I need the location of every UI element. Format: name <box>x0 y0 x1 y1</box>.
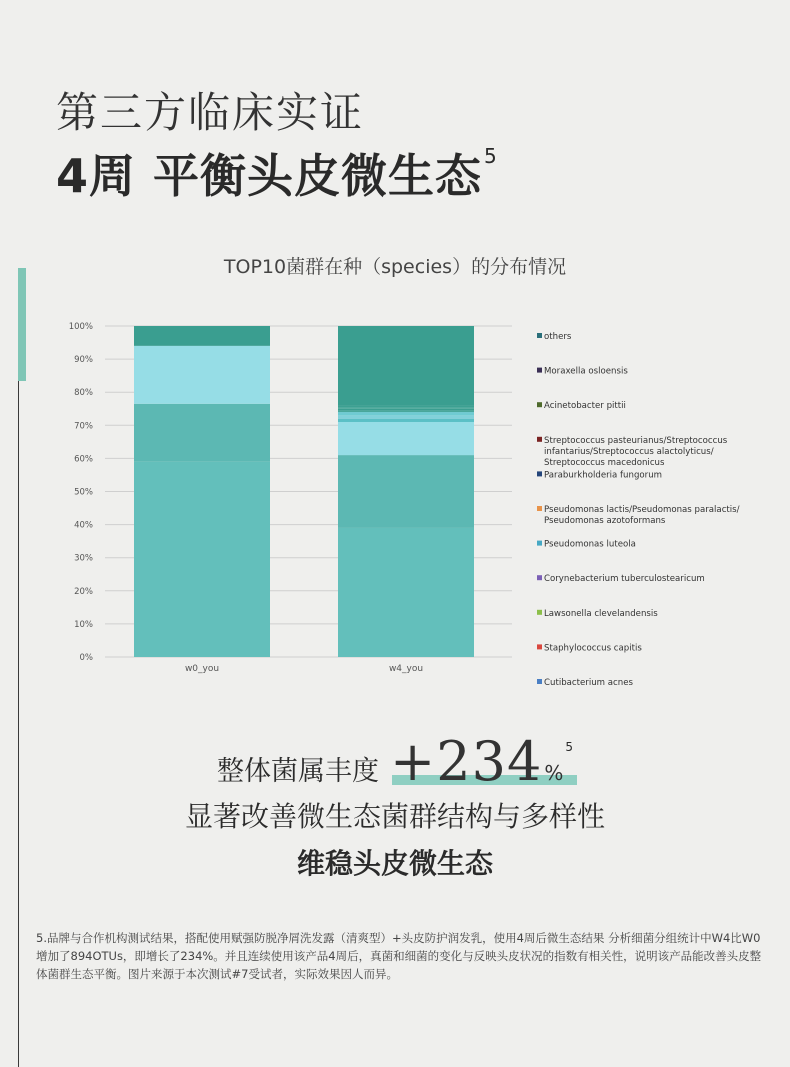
y-tick-label: 20% <box>74 586 93 597</box>
legend-marker <box>537 541 542 546</box>
bar-segment <box>338 412 474 415</box>
bar-segment <box>338 419 474 422</box>
chart-title: TOP10菌群在种（species）的分布情况 <box>223 256 567 278</box>
legend-marker <box>537 437 542 442</box>
legend-marker <box>537 679 542 684</box>
y-tick-label: 100% <box>68 322 93 332</box>
legend-marker <box>537 506 542 511</box>
bar-segment <box>338 528 474 657</box>
legend-label: Corynebacterium tuberculostearicum <box>544 574 705 585</box>
stat-footnote-ref: 5 <box>565 740 574 754</box>
legend-marker <box>537 610 542 615</box>
subheading-text: 4周 平衡头皮微生态 <box>56 149 483 203</box>
bar-segment <box>338 409 474 411</box>
bar-segment <box>338 326 474 405</box>
y-tick-label: 90% <box>74 355 93 366</box>
bar-segment <box>338 405 474 407</box>
y-tick-label: 60% <box>74 454 93 465</box>
legend-marker <box>537 644 542 649</box>
x-tick-label: w4_you <box>388 664 424 674</box>
bar-segment <box>134 326 270 346</box>
y-tick-label: 30% <box>74 553 93 564</box>
bar-segment <box>338 407 474 409</box>
legend-label: others <box>544 332 572 342</box>
legend-label: Pseudomonas lactis/Pseudomonas paralactis/ Pseudomonas azotoformans <box>544 505 740 526</box>
legend-label: Cutibacterium acnes <box>544 678 633 688</box>
legend-marker <box>537 333 542 338</box>
y-tick-label: 40% <box>74 520 93 531</box>
page-heading: 第三方临床实证 <box>56 88 365 137</box>
bar-segment <box>134 346 270 404</box>
subheading-footnote-ref: 5 <box>484 144 498 168</box>
footnote: 5.品牌与合作机构测试结果，搭配使用赋强防脱净屑洗发露（清爽型）+头皮防护润发乳，使用4周后微生态结果 分析细菌分组统计中W4比W0增加了894OTUs，即增长了234%。并且连续使用该产品4周后，真菌和细菌的变化与反映头皮状况的指数有相关性，说明该产品能改善头皮整体菌群生态平衡。图片来源于本次测试#7受试者，实际效果因人而异。 <box>36 931 762 981</box>
legend-label: Paraburkholderia fungorum <box>544 470 663 481</box>
y-tick-label: 50% <box>74 487 93 498</box>
bar-segment <box>338 410 474 412</box>
bar-segment <box>338 415 474 418</box>
bar-segment <box>338 455 474 528</box>
legend-label: Streptococcus pasteurianus/Streptococcus infantarius/Streptococcus alactolyticus/ Streptococcus macedonicus <box>544 435 728 468</box>
y-tick-label: 80% <box>74 388 93 399</box>
legend-label: Lawsonella clevelandensis <box>544 608 658 619</box>
y-tick-label: 10% <box>74 619 93 630</box>
page-subheading <box>56 140 498 206</box>
legend-marker <box>537 368 542 373</box>
bar-segment <box>134 404 270 462</box>
bar-segment <box>338 422 474 455</box>
stat-value: +234 <box>390 730 543 793</box>
legend-label: Pseudomonas luteola <box>544 539 636 550</box>
claim-line-1: 显著改善微生态菌群结构与多样性 <box>184 800 605 833</box>
x-tick-label: w0_you <box>184 664 220 674</box>
stat-value-group <box>390 730 573 793</box>
stat-highlight <box>0 730 790 793</box>
y-tick-label: 0% <box>79 653 93 663</box>
stat-label: 整体菌属丰度 <box>216 756 379 787</box>
legend-marker <box>537 402 542 407</box>
stat-unit: % <box>544 761 564 785</box>
legend-label: Staphylococcus capitis <box>544 643 642 654</box>
bar-segment <box>134 462 270 657</box>
y-tick-label: 70% <box>74 421 93 432</box>
stacked-bar-chart <box>0 300 790 700</box>
legend-label: Moraxella osloensis <box>544 366 628 377</box>
legend-label: Acinetobacter pittii <box>544 401 626 412</box>
claim-line-2: 维稳头皮微生态 <box>296 847 493 880</box>
legend-marker <box>537 575 542 580</box>
legend-marker <box>537 471 542 476</box>
